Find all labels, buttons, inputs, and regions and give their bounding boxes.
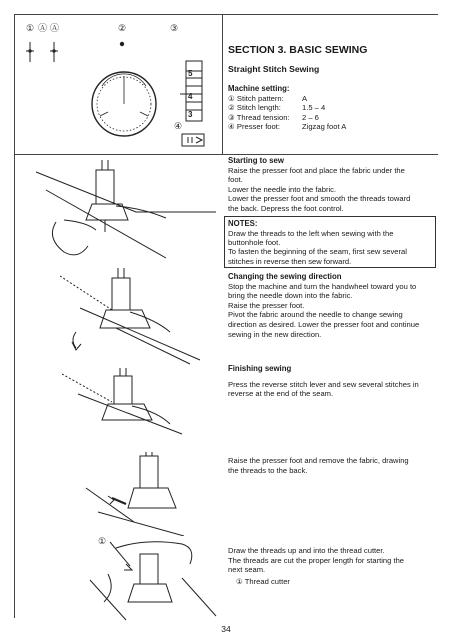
starting-heading: Starting to sew bbox=[228, 156, 284, 165]
section-title: SECTION 3. BASIC SEWING bbox=[228, 44, 368, 56]
starting-sew-illustration bbox=[16, 160, 216, 260]
column-divider bbox=[222, 14, 223, 154]
raise-line: the threads to the back. bbox=[228, 465, 308, 475]
machine-settings-illustration bbox=[16, 16, 222, 152]
cutter-line: Draw the threads up and into the thread cutter. bbox=[228, 546, 385, 555]
section-header bbox=[228, 44, 438, 132]
finishing-line: Press the reverse stitch lever and sew several stitches in bbox=[228, 379, 419, 389]
notes-line: stitches in reverse then sew forward. bbox=[228, 256, 352, 266]
starting-to-sew bbox=[228, 156, 438, 214]
raise-line: Raise the presser foot and remove the fabric, drawing bbox=[228, 456, 409, 465]
changing-line: Raise the presser foot. bbox=[228, 300, 305, 310]
setting-value: Zigzag foot A bbox=[302, 122, 347, 132]
changing-line: bring the needle down into the fabric. bbox=[228, 291, 353, 301]
changing-heading: Changing the sewing direction bbox=[228, 272, 342, 281]
notes-line: Draw the threads to the left when sewing with the bbox=[228, 228, 394, 238]
changing-line: sewing in the new direction. bbox=[228, 329, 322, 339]
thread-cutter-illustration bbox=[86, 530, 220, 622]
callout-2: ② bbox=[118, 23, 127, 33]
notes-line: To fasten the beginning of the seam, first sew several bbox=[228, 247, 407, 257]
setting-label: ④ Presser foot: bbox=[228, 122, 280, 132]
dial-number-5: 5 bbox=[188, 69, 193, 78]
starting-line: the back. Depress the foot control. bbox=[228, 203, 344, 213]
notes-line: buttonhole foot. bbox=[228, 238, 281, 247]
cutter-line: next seam. bbox=[228, 565, 266, 575]
finishing-sewing bbox=[228, 364, 440, 399]
notes-heading: NOTES: bbox=[228, 219, 258, 228]
callout-1: ① bbox=[26, 23, 35, 33]
changing-line: Stop the machine and turn the handwheel toward you to bbox=[228, 281, 417, 291]
callout-a1: Ⓐ bbox=[38, 23, 48, 33]
setting-value: A bbox=[302, 93, 308, 103]
finishing-line: reverse at the end of the seam. bbox=[228, 389, 334, 399]
remove-fabric-illustration bbox=[84, 452, 204, 536]
changing-line: direction as desired. Lower the presser foot and continue bbox=[228, 319, 420, 329]
cutter-line: The threads are cut the proper length for starting the bbox=[228, 555, 405, 565]
setting-value: 1.5 – 4 bbox=[302, 103, 326, 113]
machine-setting-table bbox=[228, 94, 438, 132]
starting-line: Lower the needle into the fabric. bbox=[228, 184, 337, 194]
section-divider bbox=[14, 154, 438, 155]
page-number: 34 bbox=[221, 624, 231, 634]
machine-setting-heading: Machine setting: bbox=[228, 84, 290, 93]
notes-box bbox=[224, 216, 436, 268]
changing-direction-illustration bbox=[60, 268, 210, 366]
setting-label: ① Stitch pattern: bbox=[228, 93, 284, 103]
finishing-heading: Finishing sewing bbox=[228, 364, 292, 373]
starting-line: Lower the presser foot and smooth the threads toward bbox=[228, 194, 411, 204]
section-subtitle: Straight Stitch Sewing bbox=[228, 64, 320, 74]
thread-cutter-callout: ① bbox=[98, 536, 107, 546]
cutter-legend: ① Thread cutter bbox=[236, 576, 290, 586]
dial-number-3: 3 bbox=[188, 110, 193, 119]
setting-value: 2 – 6 bbox=[302, 112, 319, 122]
thread-cutter bbox=[228, 546, 440, 586]
setting-label: ③ Thread tension: bbox=[228, 112, 290, 122]
starting-line: foot. bbox=[228, 175, 243, 185]
dial-number-4: 4 bbox=[188, 92, 193, 101]
changing-line: Pivot the fabric around the needle to change sewing bbox=[228, 310, 403, 320]
changing-direction bbox=[228, 272, 440, 339]
starting-line: Raise the presser foot and place the fabric under the bbox=[228, 165, 405, 175]
remove-fabric bbox=[228, 456, 440, 475]
callout-4: ④ bbox=[174, 121, 183, 131]
callout-a2: Ⓐ bbox=[50, 23, 60, 33]
callout-3: ③ bbox=[170, 23, 179, 33]
finishing-sewing-illustration bbox=[62, 368, 212, 438]
setting-label: ② Stitch length: bbox=[228, 103, 281, 113]
